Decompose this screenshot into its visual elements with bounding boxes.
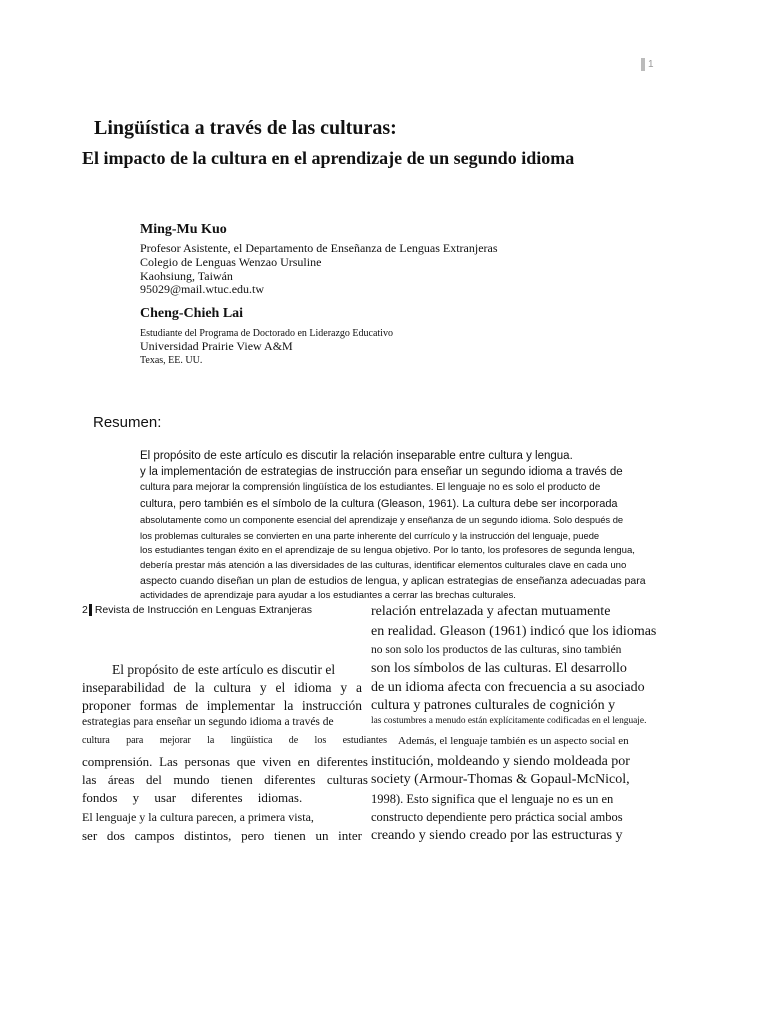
abstract-line: los problemas culturales se convierten en una parte inherente del currículo y la instrucción del lenguaje, puede <box>140 530 600 541</box>
page-marker-bar <box>641 58 645 71</box>
abstract-line: aspecto cuando diseñan un plan de estudios de lengua, y aplican estrategias de enseñanza adecuadas para <box>140 575 646 587</box>
paper-subtitle: El impacto de la cultura en el aprendizaje de un segundo idioma <box>82 148 575 168</box>
body-line: institución, moldeando y siendo moldeada por <box>371 754 630 769</box>
body-line: relación entrelazada y afectan mutuamente <box>371 604 611 619</box>
body-line: El propósito de este artículo es discutir el <box>112 662 336 677</box>
body-line: de un idioma afecta con frecuencia a su asociado <box>371 680 645 695</box>
author-affiliation-line: Texas, EE. UU. <box>140 355 203 366</box>
body-line: cultura para mejorar la lingüística de los estudiantes <box>82 735 387 746</box>
body-line: inseparabilidad de la cultura y el idioma y a <box>82 680 362 695</box>
author-name: Cheng-Chieh Lai <box>140 306 244 321</box>
abstract-line: los estudiantes tengan éxito en el aprendizaje de su lengua objetivo. Por lo tanto, los profesores de segunda lengua, <box>140 545 635 556</box>
abstract-line: cultura, pero también es el símbolo de la cultura (Gleason, 1961). La cultura debe ser incorporada <box>140 498 618 510</box>
body-line: las costumbres a menudo están explícitamente codificadas en el lenguaje. <box>371 716 647 726</box>
body-line: proponer formas de implementar la instrucción <box>82 698 362 713</box>
body-line: comprensión. Las personas que viven en diferentes <box>82 754 368 769</box>
author-affiliation-line: Colegio de Lenguas Wenzao Ursuline <box>140 255 322 269</box>
body-line: las áreas del mundo tienen diferentes culturas <box>82 772 368 787</box>
body-line: El lenguaje y la cultura parecen, a primera vista, <box>82 810 314 824</box>
abstract-line: cultura para mejorar la comprensión lingüística de los estudiantes. El lenguaje no es solo el producto de <box>140 482 601 493</box>
abstract-heading: Resumen: <box>93 414 162 431</box>
body-line: ser dos campos distintos, pero tienen un inter <box>82 828 362 843</box>
author-email: 95029@mail.wtuc.edu.tw <box>140 282 265 296</box>
body-line: 1998). Esto significa que el lenguaje no es un en <box>371 792 614 806</box>
body-line: cultura y patrones culturales de cognición y <box>371 698 616 713</box>
body-line: constructo dependiente pero práctica social ambos <box>371 810 623 824</box>
abstract-line: El propósito de este artículo es discutir la relación inseparable entre cultura y lengua. <box>140 450 573 462</box>
running-footer <box>82 604 312 616</box>
abstract-line: actividades de aprendizaje para ayudar a los estudiantes a cerrar las brechas culturales. <box>140 590 516 601</box>
abstract-line: absolutamente como un componente esencial del aprendizaje y enseñanza de un segundo idioma. Solo después de <box>140 514 624 525</box>
body-line: en realidad. Gleason (1961) indicó que los idiomas <box>371 624 657 639</box>
page-number: 1 <box>641 58 654 71</box>
body-line: fondos y usar diferentes idiomas. <box>82 790 303 805</box>
body-line: creando y siendo creado por las estructuras y <box>371 828 623 843</box>
running-footer-page-number: 2 <box>82 604 88 616</box>
abstract-line: y la implementación de estrategias de instrucción para enseñar un segundo idioma a través de <box>140 466 623 478</box>
author-affiliation-line: Kaohsiung, Taiwán <box>140 269 233 283</box>
body-line: son los símbolos de las culturas. El desarrollo <box>371 661 627 676</box>
author-affiliation-line: Estudiante del Programa de Doctorado en Liderazgo Educativo <box>140 328 393 339</box>
footer-marker-bar <box>89 604 92 616</box>
body-line: estrategias para enseñar un segundo idioma a través de <box>82 716 334 728</box>
body-line: no son solo los productos de las culturas, sino también <box>371 644 622 656</box>
author-affiliation-line: Profesor Asistente, el Departamento de Enseñanza de Lenguas Extranjeras <box>140 241 498 255</box>
abstract-line: debería prestar más atención a las diversidades de las culturas, identificar elementos culturales clave en cada uno <box>140 560 627 571</box>
journal-name: Revista de Instrucción en Lenguas Extranjeras <box>94 604 312 616</box>
paper-title: Lingüística a través de las culturas: <box>94 117 397 139</box>
author-affiliation-line: Universidad Prairie View A&M <box>140 339 293 353</box>
body-line: society (Armour-Thomas & Gopaul-McNicol, <box>371 772 630 787</box>
body-line: Además, el lenguaje también es un aspecto social en <box>398 735 629 747</box>
author-name: Ming-Mu Kuo <box>140 222 227 237</box>
